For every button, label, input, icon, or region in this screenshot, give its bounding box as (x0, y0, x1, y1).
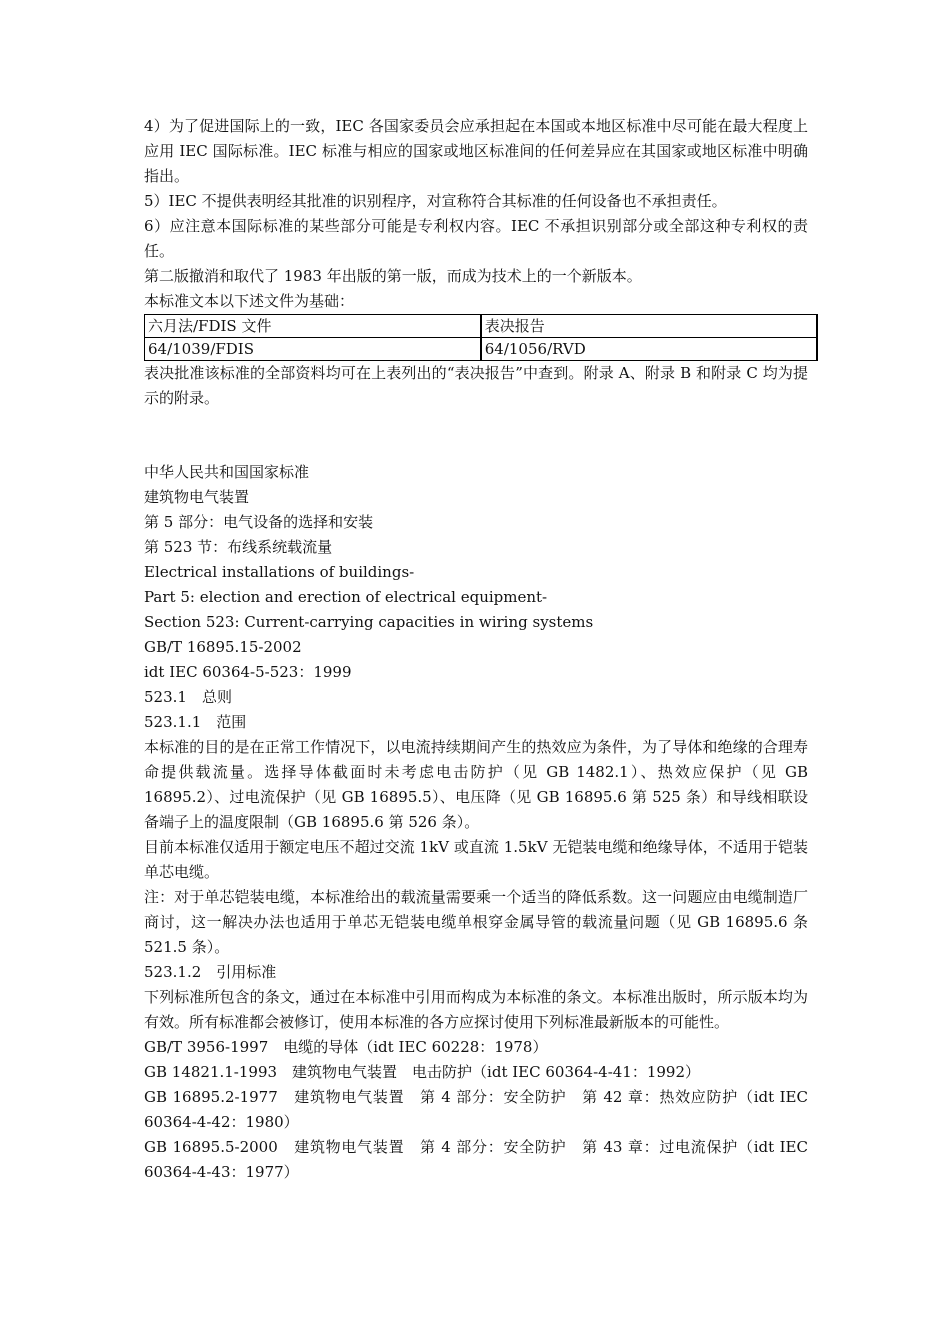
table-header-cell: 表决报告 (481, 315, 817, 338)
identical-standard: idt IEC 60364-5-523：1999 (144, 663, 352, 681)
reference-item: GB 16895.5-2000 建筑物电气装置 第 4 部分：安全防护 第 43 章：过电流保护（idt IEC 60364-4-43：1977） (144, 1138, 808, 1181)
document-page (144, 114, 808, 1185)
reference-item: GB 14821.1-1993 建筑物电气装置 电击防护（idt IEC 60364-4-41：1992） (144, 1063, 701, 1081)
after-table-note: 表决批准该标准的全部资料均可在上表列出的“表决报告”中查到。附录 A、附录 B 和附录 C 均为提示的附录。 (144, 364, 808, 407)
table-cell: 64/1039/FDIS (145, 338, 481, 361)
national-standard-label: 中华人民共和国国家标准 (144, 463, 310, 481)
heading-523-1-1: 523.1.1 范围 (144, 713, 247, 731)
foreword-item-5: 5）IEC 不提供表明经其批准的识别程序，对宣称符合其标准的任何设备也不承担责任。 (144, 192, 727, 210)
basis-note: 本标准文本以下述文件为基础： (144, 292, 355, 310)
scope-paragraph-2: 目前本标准仅适用于额定电压不超过交流 1kV 或直流 1.5kV 无铠装电缆和绝缘导体，不适用于铠装单芯电缆。 (144, 838, 808, 881)
section-title-en: Section 523: Current-carrying capacities in wiring systems (144, 613, 594, 631)
part-title-en: Part 5: election and erection of electrical equipment- (144, 588, 548, 606)
heading-523-1: 523.1 总则 (144, 688, 232, 706)
table-cell: 64/1056/RVD (481, 338, 817, 361)
foreword-item-6: 6）应注意本国际标准的某些部分可能是专利权内容。IEC 不承担识别部分或全部这种专利权的责任。 (144, 217, 808, 260)
part-title-cn: 第 5 部分：电气设备的选择和安装 (144, 513, 374, 531)
heading-523-1-2: 523.1.2 引用标准 (144, 963, 277, 981)
scope-paragraph-1: 本标准的目的是在正常工作情况下，以电流持续期间产生的热效应为条件，为了导体和绝缘的合理寿命提供载流量。选择导体截面时未考虑电击防护（见 GB 1482.1）、热效应保护（见 GB 16895.2）、过电流保护（见 GB 16895.5）、电压降（见 GB 16895.6 第 525 条）和导线相联设备端子上的温度限制（GB 16895.6 第 526 条）。 (144, 738, 808, 831)
table-row (145, 338, 818, 361)
document-title-en: Electrical installations of buildings- (144, 563, 415, 581)
spacer (144, 411, 808, 460)
edition-note: 第二版撤消和取代了 1983 年出版的第一版，而成为技术上的一个新版本。 (144, 267, 642, 285)
foreword-item-4: 4）为了促进国际上的一致，IEC 各国家委员会应承担起在本国或本地区标准中尽可能在最大程度上应用 IEC 国际标准。IEC 标准与相应的国家或地区标准间的任何差异应在其国家或地区标准中明确指出。 (144, 117, 808, 185)
reference-item: GB/T 3956-1997 电缆的导体（idt IEC 60228：1978） (144, 1038, 548, 1056)
voting-documents-table (144, 314, 818, 361)
table-header-cell: 六月法/FDIS 文件 (145, 315, 481, 338)
standard-number: GB/T 16895.15-2002 (144, 638, 302, 656)
table-header-row (145, 315, 818, 338)
section-title-cn: 第 523 节：布线系统载流量 (144, 538, 333, 556)
document-title-cn: 建筑物电气装置 (144, 488, 250, 506)
references-intro: 下列标准所包含的条文，通过在本标准中引用而构成为本标准的条文。本标准出版时，所示版本均为有效。所有标准都会被修订，使用本标准的各方应探讨使用下列标准最新版本的可能性。 (144, 988, 808, 1031)
scope-note: 注：对于单芯铠装电缆，本标准给出的载流量需要乘一个适当的降低系数。这一问题应由电缆制造厂商讨，这一解决办法也适用于单芯无铠装电缆单根穿金属导管的载流量问题（见 GB 16895.6 条 521.5 条）。 (144, 888, 808, 956)
reference-item: GB 16895.2-1977 建筑物电气装置 第 4 部分：安全防护 第 42 章：热效应防护（idt IEC 60364-4-42：1980） (144, 1088, 808, 1131)
